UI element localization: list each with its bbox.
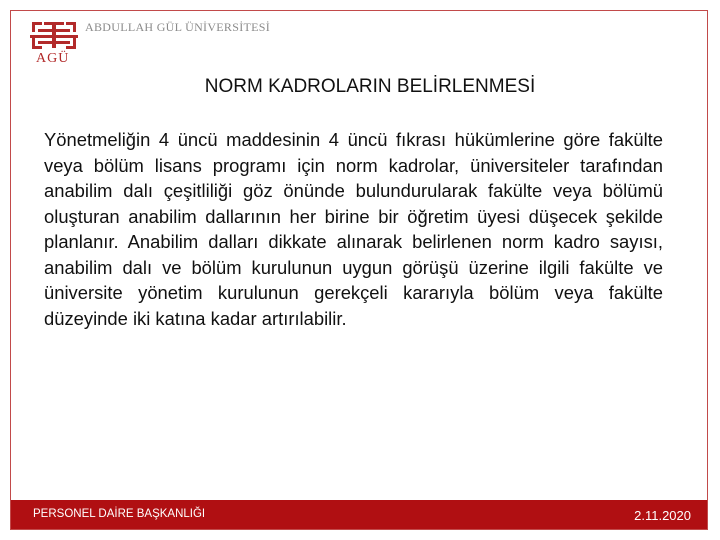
university-name: ABDULLAH GÜL ÜNİVERSİTESİ bbox=[85, 20, 271, 34]
slide-title: NORM KADROLARIN BELİRLENMESİ bbox=[204, 76, 536, 97]
slide-body-text: Yönetmeliğin 4 üncü maddesinin 4 üncü fıkrası hükümlerine göre fakülte veya bölüm lisans programı için norm kadrolar, üniversiteler tarafından anabilim dalı çeşitliliği göz önünde bulundurularak fakülte veya bölümü oluşturan anabilim dallarının her birine bir öğretim üyesi düşecek şekilde planlanır. Anabilim dalları dikkate alınarak belirlenen norm kadro sayısı, anabilim dalı ve bölüm kurulunun uygun görüşü üzerine ilgili fakülte ve üniversite yönetim kurulunun gerekçeli kararıyla bölüm veya fakülte düzeyinde iki katına kadar artırılabilir. bbox=[44, 129, 663, 329]
footer-bar bbox=[11, 500, 707, 529]
footer-department: PERSONEL DAİRE BAŞKANLIĞI bbox=[33, 508, 206, 520]
logo-text: AGÜ bbox=[36, 51, 70, 66]
footer-date: 2.11.2020 bbox=[634, 508, 691, 523]
